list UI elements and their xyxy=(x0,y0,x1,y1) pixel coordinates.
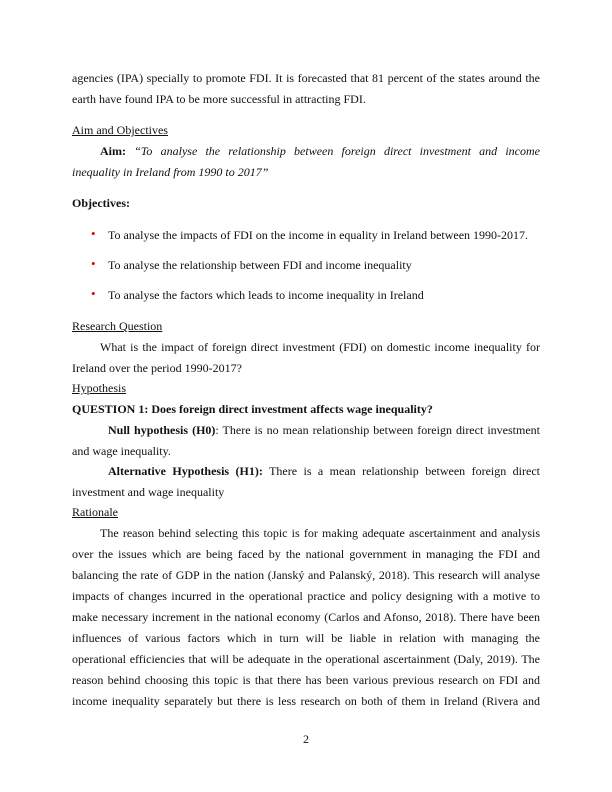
aim-objectives-heading: Aim and Objectives xyxy=(72,123,168,137)
rationale-line: income inequality separately but there is less research on both of them in Ireland (Rivera and xyxy=(72,694,540,708)
rationale-heading: Rationale xyxy=(72,505,118,519)
rationale-line: influences of various factors which in turn will be liable in relation with managing the xyxy=(72,631,540,645)
page-number: 2 xyxy=(303,732,309,746)
aim-line xyxy=(72,141,540,162)
rq-line: What is the impact of foreign direct investment (FDI) on domestic income inequality for xyxy=(100,340,540,354)
bullet-icon: • xyxy=(91,256,96,271)
hypothesis-question: QUESTION 1: Does foreign direct investment affects wage inequality? xyxy=(72,402,433,416)
null-line: and wage inequality. xyxy=(72,444,171,458)
rationale-paragraph xyxy=(72,523,540,712)
alt-line: Alternative Hypothesis (H1): There is a mean relationship between foreign direct xyxy=(108,464,541,478)
research-question-heading: Research Question xyxy=(72,319,163,333)
research-question-paragraph xyxy=(72,337,540,379)
bullet-icon: • xyxy=(91,226,96,241)
objective-item: To analyse the factors which leads to income inequality in Ireland xyxy=(108,288,424,302)
rq-line: Ireland over the period 1990-2017? xyxy=(72,361,242,375)
rationale-line: operational efficiencies that will be adequate in the operational ascertainment (Daly, 2019). The xyxy=(72,652,540,666)
alt-line: investment and wage inequality xyxy=(72,485,225,499)
objective-item: To analyse the impacts of FDI on the income in equality in Ireland between 1990-2017. xyxy=(108,228,529,242)
rationale-line: over the issues which are being faced by the national government in managing the FDI and xyxy=(72,547,540,561)
alt-hypothesis xyxy=(72,461,540,503)
rationale-line: balancing the rate of GDP in the nation (Janský and Palanský, 2018). This research will analyse xyxy=(72,568,540,582)
rationale-line: reason behind choosing this topic is that there has been various previous research on FDI and xyxy=(72,673,540,687)
alt-label: Alternative Hypothesis (H1): xyxy=(108,464,263,478)
objective-item: To analyse the relationship between FDI and income inequality xyxy=(108,258,412,272)
intro-line: earth have found IPA to be more successful in attracting FDI. xyxy=(72,92,366,106)
aim-paragraph xyxy=(72,141,540,183)
intro-line: agencies (IPA) specially to promote FDI. It is forecasted that 81 percent of the states around the xyxy=(72,71,540,85)
bullet-icon: • xyxy=(91,286,96,301)
rationale-line: make necessary increment in the national economy (Carlos and Afonso, 2018). There have been xyxy=(72,610,540,624)
rationale-line: impacts of changes incurred in the operational practice and policy designing with a motive to xyxy=(72,589,540,603)
hypothesis-heading: Hypothesis xyxy=(72,381,126,395)
aim-line: inequality in Ireland from 1990 to 2017” xyxy=(72,165,269,179)
objectives-heading: Objectives: xyxy=(72,196,130,210)
aim-label: Aim: xyxy=(100,144,126,158)
aim-text: “To analyse the relationship between foreign direct investment and income xyxy=(134,144,541,158)
intro-paragraph xyxy=(72,68,540,110)
null-hypothesis xyxy=(72,420,540,462)
null-line: Null hypothesis (H0): There is no mean relationship between foreign direct investment xyxy=(108,423,540,437)
rationale-line: The reason behind selecting this topic is for making adequate ascertainment and analysis xyxy=(100,526,540,540)
null-label: Null hypothesis (H0) xyxy=(108,423,216,437)
